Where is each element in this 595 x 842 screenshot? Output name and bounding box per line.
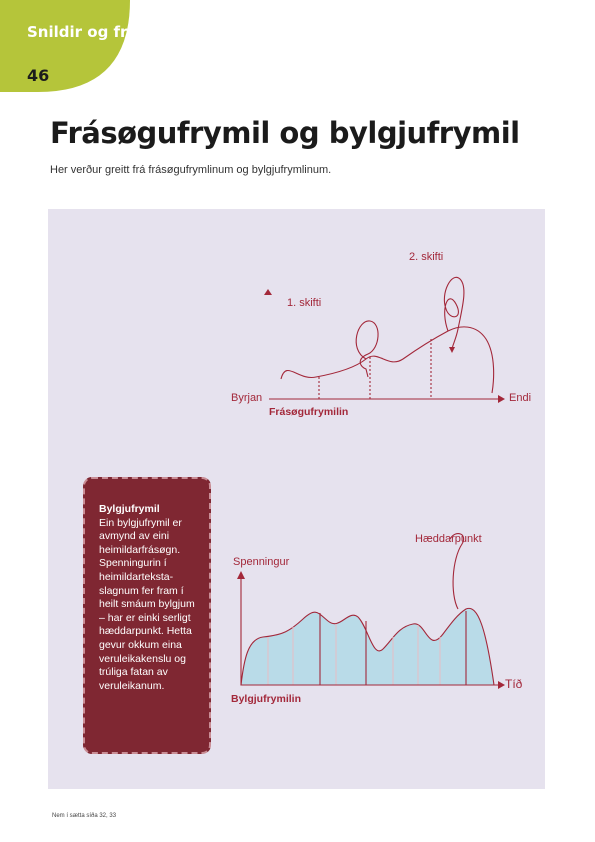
infobox-title: Bylgjufrymil bbox=[99, 503, 160, 515]
peak-label: Hæddarpunkt bbox=[415, 533, 482, 545]
narrative-up-arrow bbox=[264, 289, 272, 295]
wave-x-label: Tíð bbox=[505, 677, 523, 691]
infobox bbox=[83, 477, 211, 754]
footer-reference: Nem í sætta síða 32, 33 bbox=[52, 813, 117, 819]
narrative-start-label: Byrjan bbox=[231, 392, 263, 404]
infobox-body: Ein bylgjufrymil er avmynd av eini heimildarfrásøgn. Spenningurin í heimildarteksta-slagnum fer fram í heilt smáum bylgjum – har er einki serligt hæddarpunkt. Hetta gevur okkum eina veruleikakenslu og trúliga fatan av veruleikanum. bbox=[99, 516, 195, 692]
section-title-text: Snildir og frymlar bbox=[27, 23, 176, 41]
shift1-label: 1. skifti bbox=[287, 297, 322, 309]
wave-caption: Bylgjufrymilin bbox=[231, 693, 302, 705]
wave-y-label: Spenningur bbox=[233, 556, 290, 568]
wave-fill bbox=[241, 608, 494, 685]
page-number: 46 bbox=[27, 66, 50, 85]
narrative-arrowhead bbox=[498, 395, 505, 403]
section-title bbox=[27, 24, 176, 41]
shift2-label: 2. skifti bbox=[409, 251, 444, 263]
narrative-end-label: Endi bbox=[509, 392, 532, 404]
shift1-loop bbox=[356, 321, 378, 377]
section-corner bbox=[0, 0, 130, 92]
narrative-curve bbox=[281, 327, 494, 393]
wave-x-arrowhead bbox=[498, 681, 505, 689]
intro-text: Her verður greitt frá frásøgufrymlinum og bylgjufrymlinum. bbox=[50, 164, 332, 176]
wave-y-arrowhead bbox=[237, 571, 245, 579]
narrative-caption: Frásøgufrymilin bbox=[269, 406, 349, 418]
page-title: Frásøgufrymil og bylgjufrymil bbox=[50, 116, 520, 150]
corner-shape bbox=[0, 0, 130, 92]
shift2-loop bbox=[444, 277, 464, 349]
